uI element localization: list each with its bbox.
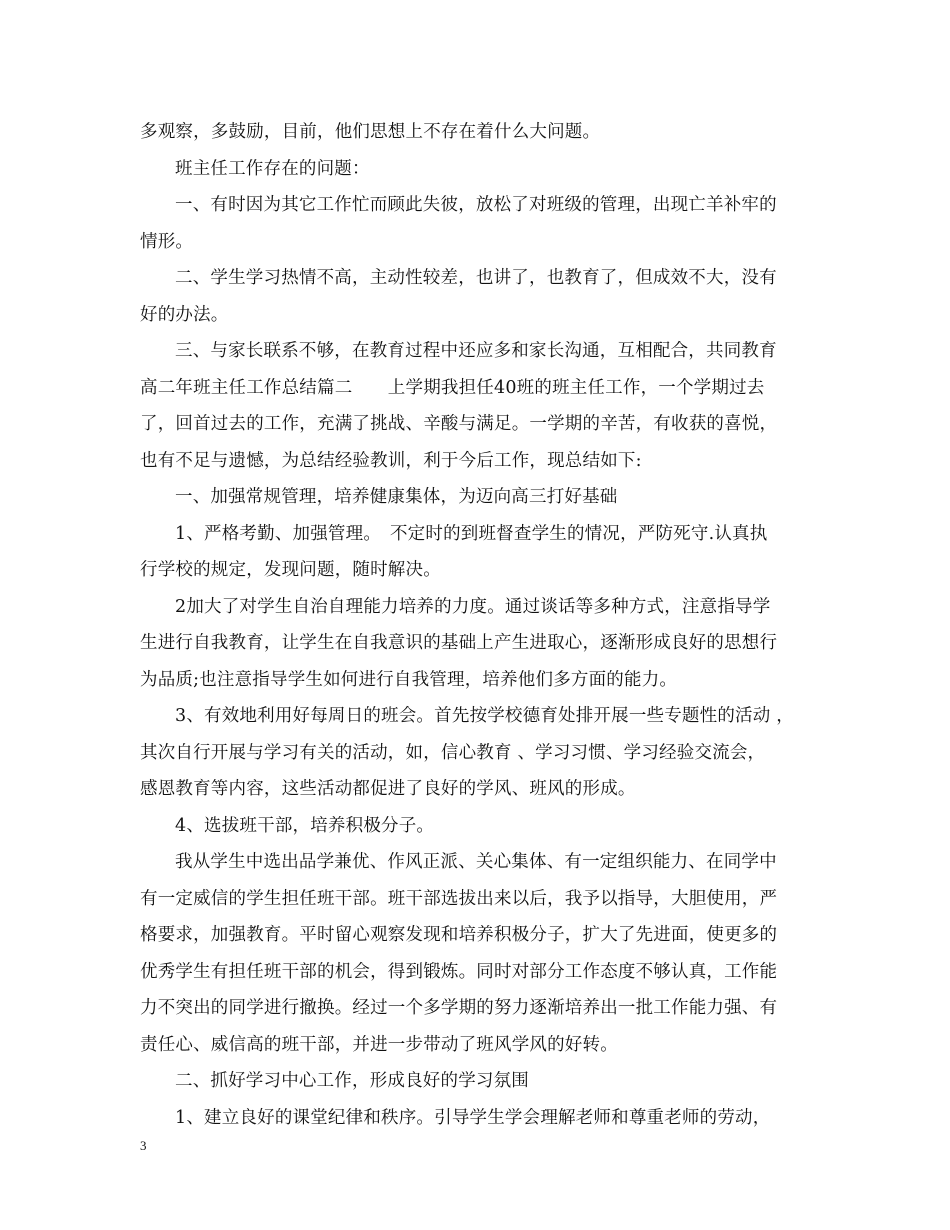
text-line: 2加大了对学生自治自理能力培养的力度。通过谈话等多种方式，注意指导学 [175,596,771,617]
text-line: 4、选拔班干部，培养积极分子。 [175,815,435,836]
text-line: 责任心、威信高的班干部，并进一步带动了班风学风的好转。 [140,1034,618,1055]
text-line: 优秀学生有担任班干部的机会，得到锻炼。同时对部分工作态度不够认真，工作能 [140,961,778,982]
text-line: 好的办法。 [140,304,229,325]
text-line: 生进行自我教育，让学生在自我意识的基础上产生进取心，逐渐形成良好的思想行 [140,633,778,653]
text-line: 行学校的规定，发现问题，随时解决。 [140,560,441,580]
text-line: 一、有时因为其它工作忙而顾此失彼，放松了对班级的管理，出现亡羊补牢的 [175,195,777,215]
text-line: 也有不足与遗憾，为总结经验教训，利于今后工作，现总结如下: [140,450,642,471]
text-line: 高二年班主任工作总结篇二 上学期我担任40班的班主任工作，一个学期过去 [140,377,765,398]
text-line: 感恩教育等内容，这些活动都促进了良好的学风、班风的形成。 [140,779,636,799]
text-line: 一、加强常规管理，培养健康集体，为迈向高三打好基础 [175,487,618,507]
text-line: 为品质;也注意指导学生如何进行自我管理，培养他们多方面的能力。 [140,669,678,690]
text-line: 班主任工作存在的问题： [175,158,370,179]
text-line: 情形。 [140,231,194,252]
text-line: 我从学生中选出品学兼优、作风正派、关心集体、有一定组织能力、在同学中 [175,852,777,872]
text-line: 3、有效地利用好每周日的班会。首先按学校德育处排开展一些专题性的活动 ， [175,706,794,726]
text-line: 格要求，加强教育。平时留心观察发现和培养积极分子，扩大了先进面，使更多的 [140,925,778,945]
text-line: 二、学生学习热情不高，主动性较差，也讲了，也教育了，但成效不大，没有 [175,268,777,288]
text-line: 1、严格考勤、加强管理。 不定时的到班督查学生的情况，严防死守.认真执 [175,523,768,544]
text-line: 三、与家长联系不够，在教育过程中还应多和家长沟通，互相配合，共同教育 [175,341,777,361]
text-line: 有一定威信的学生担任班干部。班干部选拔出来以后，我予以指导，大胆使用，严 [140,888,778,909]
page-number: 3 [140,1138,147,1153]
document-body [140,114,812,1136]
text-line: 二、抓好学习中心工作，形成良好的学习氛围 [175,1071,529,1091]
text-line: 了，回首过去的工作，充满了挑战、辛酸与满足。一学期的辛苦，有收获的喜悦， [140,414,778,434]
text-line: 力不突出的同学进行撤换。经过一个多学期的努力逐渐培养出一批工作能力强、有 [140,998,778,1018]
text-line: 其次自行开展与学习有关的活动，如，信心教育 、学习习惯、学习经验交流会， [140,742,766,763]
text-line: 1、建立良好的课堂纪律和秩序。引导学生学会理解老师和尊重老师的劳动， [175,1107,771,1128]
text-line: 多观察，多鼓励，目前，他们思想上不存在着什么大问题。 [140,122,601,142]
